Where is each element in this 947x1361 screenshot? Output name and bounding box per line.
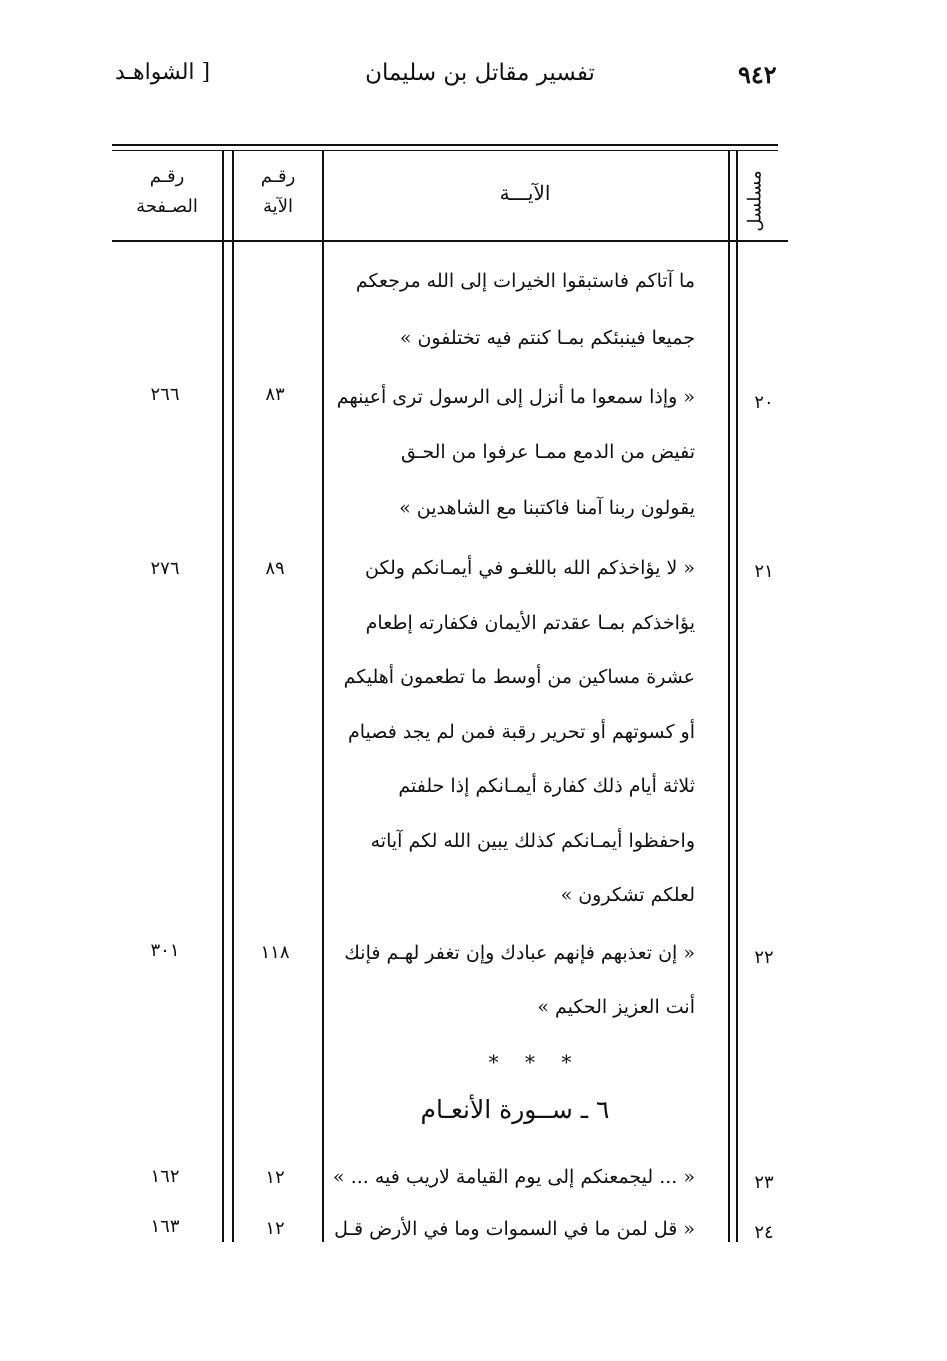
verse-line: يؤاخذكم بمـا عقدتم الأيمان فكفارته إطعام	[365, 612, 695, 634]
section-separator: * * *	[488, 1050, 582, 1074]
ayah-number: ١١٨	[260, 942, 290, 963]
column-divider	[322, 150, 324, 1242]
ayah-number: ١٢	[265, 1218, 285, 1239]
verse-line: أو كسوتهم أو تحرير رقبة فمن لم يجد فصيام	[347, 721, 695, 743]
column-divider	[728, 150, 730, 1242]
verse-line: أنت العزيز الحكيم »	[537, 996, 695, 1018]
top-rule-thin	[112, 150, 778, 151]
verse-line: تفيض من الدمع ممـا عرفوا من الحـق	[400, 441, 695, 463]
section-label: [ الشواهـد	[115, 60, 211, 85]
ayah-number: ٨٣	[265, 384, 285, 405]
verse-line: « وإذا سمعوا ما أنزل إلى الرسول ترى أعينهم	[336, 386, 695, 408]
verse-line: جميعا فينبئكم بمـا كنتم فيه تختلفون »	[399, 327, 695, 349]
column-header-page-number: رقـم الصـفحة	[136, 166, 198, 217]
verse-line: ما آتاكم فاستبقوا الخيرات إلى الله مرجعكم	[355, 270, 695, 292]
column-header-ayah-number: رقـم الآية	[260, 166, 296, 217]
verse-line: عشرة مساكين من أوسط ما تطعمون أهليكم	[343, 666, 695, 688]
serial-number: ٢٢	[754, 947, 774, 968]
surah-heading: ٦ ـ ســورة الأنعـام	[420, 1095, 610, 1124]
top-rule	[112, 144, 778, 146]
verse-line: « إن تعذبهم فإنهم عبادك وإن تغفر لهـم فإنك	[344, 942, 695, 964]
page-number: ٩٤٢	[738, 60, 777, 89]
verse-line: « لا يؤاخذكم الله باللغـو في أيمـانكم ولكن	[365, 557, 695, 579]
verse-line: « ... ليجمعنكم إلى يوم القيامة لاريب فيه ... »	[333, 1166, 695, 1188]
serial-number: ٢٤	[754, 1222, 774, 1243]
verse-line: واحفظوا أيمـانكم كذلك يبين الله لكم آياته	[370, 830, 695, 852]
page-reference: ١٦٣	[150, 1216, 180, 1237]
verse-line: ثلاثة أيام ذلك كفارة أيمـانكم إذا حلفتم	[398, 775, 695, 797]
column-header-serial: مسلسل	[744, 170, 766, 232]
column-divider	[736, 150, 738, 1242]
column-divider	[232, 150, 234, 1242]
serial-number: ٢٠	[754, 392, 774, 413]
serial-number: ٢١	[754, 561, 774, 582]
verse-line: لعلكم تشكرون »	[560, 884, 695, 906]
verse-line: يقولون ربنا آمنا فاكتبنا مع الشاهدين »	[399, 497, 695, 519]
page-reference: ١٦٢	[150, 1166, 180, 1187]
column-divider	[222, 150, 224, 1242]
serial-number: ٢٣	[754, 1172, 774, 1193]
page-reference: ٢٦٦	[150, 384, 180, 405]
ayah-number: ٨٩	[265, 558, 285, 579]
book-title: تفسير مقاتل بن سليمان	[365, 60, 595, 86]
ayah-number: ١٢	[265, 1167, 285, 1188]
page-reference: ٣٠١	[150, 940, 180, 961]
header-bottom-rule	[112, 240, 788, 242]
page-reference: ٢٧٦	[150, 558, 180, 579]
column-header-verse: الآيـــة	[499, 181, 551, 205]
verse-line: « قل لمن ما في السموات وما في الأرض قـل	[334, 1218, 695, 1240]
